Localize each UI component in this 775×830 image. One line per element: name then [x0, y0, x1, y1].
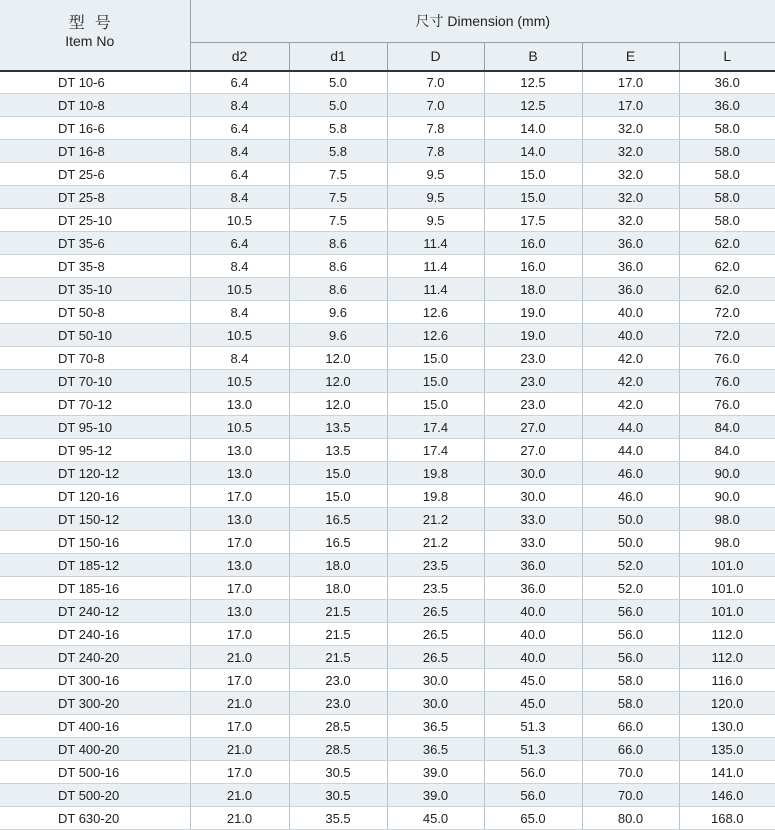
- B-cell: 36.0: [484, 554, 582, 577]
- d1-cell: 30.5: [289, 784, 387, 807]
- d1-cell: 9.6: [289, 301, 387, 324]
- table-row: [0, 646, 775, 669]
- table-row: [0, 784, 775, 807]
- L-cell: 101.0: [679, 554, 775, 577]
- d2-cell: 13.0: [190, 462, 289, 485]
- table-row: [0, 117, 775, 140]
- column-header-L: L: [679, 43, 775, 71]
- dimension-header-en: Dimension (mm): [443, 13, 551, 29]
- B-cell: 56.0: [484, 784, 582, 807]
- table-row: [0, 715, 775, 738]
- d2-cell: 17.0: [190, 623, 289, 646]
- B-cell: 40.0: [484, 646, 582, 669]
- E-cell: 32.0: [582, 117, 679, 140]
- E-cell: 17.0: [582, 94, 679, 117]
- D-cell: 7.0: [387, 71, 484, 94]
- table-header: [0, 0, 775, 71]
- item-no-header-en: Item No: [65, 33, 115, 49]
- item-no-cell: DT 400-20: [0, 738, 190, 761]
- L-cell: 58.0: [679, 186, 775, 209]
- d1-cell: 21.5: [289, 646, 387, 669]
- B-cell: 40.0: [484, 623, 582, 646]
- table-row: [0, 439, 775, 462]
- item-no-cell: DT 70-10: [0, 370, 190, 393]
- d1-cell: 18.0: [289, 577, 387, 600]
- D-cell: 17.4: [387, 439, 484, 462]
- d1-cell: 21.5: [289, 600, 387, 623]
- D-cell: 19.8: [387, 462, 484, 485]
- L-cell: 76.0: [679, 370, 775, 393]
- B-cell: 17.5: [484, 209, 582, 232]
- d2-cell: 17.0: [190, 715, 289, 738]
- column-header-E: E: [582, 43, 679, 71]
- table-row: [0, 209, 775, 232]
- L-cell: 72.0: [679, 301, 775, 324]
- L-cell: 58.0: [679, 163, 775, 186]
- D-cell: 26.5: [387, 623, 484, 646]
- d2-cell: 13.0: [190, 554, 289, 577]
- d2-cell: 21.0: [190, 692, 289, 715]
- D-cell: 26.5: [387, 600, 484, 623]
- d1-cell: 5.8: [289, 117, 387, 140]
- table-row: [0, 370, 775, 393]
- d2-cell: 21.0: [190, 784, 289, 807]
- D-cell: 11.4: [387, 255, 484, 278]
- table-row: [0, 393, 775, 416]
- table-row: [0, 462, 775, 485]
- E-cell: 58.0: [582, 692, 679, 715]
- d2-cell: 8.4: [190, 140, 289, 163]
- L-cell: 76.0: [679, 393, 775, 416]
- L-cell: 72.0: [679, 324, 775, 347]
- d1-cell: 16.5: [289, 531, 387, 554]
- d2-cell: 6.4: [190, 117, 289, 140]
- D-cell: 30.0: [387, 669, 484, 692]
- E-cell: 66.0: [582, 715, 679, 738]
- B-cell: 12.5: [484, 94, 582, 117]
- item-no-cell: DT 50-8: [0, 301, 190, 324]
- E-cell: 42.0: [582, 347, 679, 370]
- E-cell: 50.0: [582, 508, 679, 531]
- table-row: [0, 324, 775, 347]
- E-cell: 70.0: [582, 784, 679, 807]
- D-cell: 15.0: [387, 393, 484, 416]
- item-no-cell: DT 10-6: [0, 71, 190, 94]
- table-row: [0, 623, 775, 646]
- table-row: [0, 140, 775, 163]
- item-no-cell: DT 50-10: [0, 324, 190, 347]
- D-cell: 23.5: [387, 554, 484, 577]
- item-no-cell: DT 10-8: [0, 94, 190, 117]
- d2-cell: 13.0: [190, 393, 289, 416]
- item-no-cell: DT 120-16: [0, 485, 190, 508]
- D-cell: 36.5: [387, 715, 484, 738]
- L-cell: 58.0: [679, 140, 775, 163]
- d1-cell: 8.6: [289, 232, 387, 255]
- L-cell: 98.0: [679, 531, 775, 554]
- E-cell: 32.0: [582, 163, 679, 186]
- table-row: [0, 278, 775, 301]
- d2-cell: 10.5: [190, 324, 289, 347]
- B-cell: 15.0: [484, 186, 582, 209]
- item-no-cell: DT 150-12: [0, 508, 190, 531]
- d1-cell: 8.6: [289, 255, 387, 278]
- D-cell: 12.6: [387, 324, 484, 347]
- table-row: [0, 94, 775, 117]
- L-cell: 90.0: [679, 485, 775, 508]
- item-no-cell: DT 25-10: [0, 209, 190, 232]
- d2-cell: 21.0: [190, 738, 289, 761]
- d1-cell: 30.5: [289, 761, 387, 784]
- E-cell: 46.0: [582, 462, 679, 485]
- B-cell: 30.0: [484, 485, 582, 508]
- d1-cell: 13.5: [289, 439, 387, 462]
- D-cell: 39.0: [387, 761, 484, 784]
- item-no-cell: DT 500-20: [0, 784, 190, 807]
- L-cell: 58.0: [679, 209, 775, 232]
- d2-cell: 17.0: [190, 531, 289, 554]
- L-cell: 36.0: [679, 94, 775, 117]
- item-no-cell: DT 300-16: [0, 669, 190, 692]
- L-cell: 141.0: [679, 761, 775, 784]
- B-cell: 51.3: [484, 738, 582, 761]
- B-cell: 33.0: [484, 508, 582, 531]
- B-cell: 27.0: [484, 416, 582, 439]
- dimension-header: [190, 0, 775, 43]
- E-cell: 40.0: [582, 301, 679, 324]
- E-cell: 36.0: [582, 278, 679, 301]
- B-cell: 45.0: [484, 692, 582, 715]
- d2-cell: 10.5: [190, 278, 289, 301]
- D-cell: 12.6: [387, 301, 484, 324]
- d2-cell: 8.4: [190, 94, 289, 117]
- L-cell: 146.0: [679, 784, 775, 807]
- E-cell: 17.0: [582, 71, 679, 94]
- L-cell: 101.0: [679, 600, 775, 623]
- B-cell: 15.0: [484, 163, 582, 186]
- B-cell: 18.0: [484, 278, 582, 301]
- D-cell: 11.4: [387, 278, 484, 301]
- d1-cell: 15.0: [289, 462, 387, 485]
- E-cell: 70.0: [582, 761, 679, 784]
- d1-cell: 28.5: [289, 738, 387, 761]
- L-cell: 84.0: [679, 439, 775, 462]
- L-cell: 112.0: [679, 623, 775, 646]
- d2-cell: 13.0: [190, 508, 289, 531]
- D-cell: 36.5: [387, 738, 484, 761]
- E-cell: 50.0: [582, 531, 679, 554]
- table-row: [0, 738, 775, 761]
- item-no-cell: DT 240-12: [0, 600, 190, 623]
- table-row: [0, 255, 775, 278]
- E-cell: 32.0: [582, 209, 679, 232]
- D-cell: 21.2: [387, 508, 484, 531]
- item-no-cell: DT 16-6: [0, 117, 190, 140]
- B-cell: 51.3: [484, 715, 582, 738]
- item-no-cell: DT 35-6: [0, 232, 190, 255]
- item-no-cell: DT 70-12: [0, 393, 190, 416]
- L-cell: 135.0: [679, 738, 775, 761]
- D-cell: 39.0: [387, 784, 484, 807]
- E-cell: 56.0: [582, 646, 679, 669]
- B-cell: 14.0: [484, 117, 582, 140]
- table-row: [0, 807, 775, 830]
- item-no-cell: DT 500-16: [0, 761, 190, 784]
- d1-cell: 5.0: [289, 94, 387, 117]
- D-cell: 26.5: [387, 646, 484, 669]
- table-row: [0, 416, 775, 439]
- B-cell: 23.0: [484, 393, 582, 416]
- D-cell: 19.8: [387, 485, 484, 508]
- B-cell: 23.0: [484, 347, 582, 370]
- item-no-cell: DT 300-20: [0, 692, 190, 715]
- d2-cell: 21.0: [190, 807, 289, 830]
- d1-cell: 12.0: [289, 347, 387, 370]
- L-cell: 76.0: [679, 347, 775, 370]
- B-cell: 33.0: [484, 531, 582, 554]
- item-no-cell: DT 630-20: [0, 807, 190, 830]
- B-cell: 36.0: [484, 577, 582, 600]
- E-cell: 52.0: [582, 577, 679, 600]
- item-no-cell: DT 25-6: [0, 163, 190, 186]
- E-cell: 32.0: [582, 186, 679, 209]
- E-cell: 56.0: [582, 623, 679, 646]
- E-cell: 52.0: [582, 554, 679, 577]
- table-row: [0, 761, 775, 784]
- D-cell: 7.8: [387, 140, 484, 163]
- d1-cell: 23.0: [289, 692, 387, 715]
- D-cell: 30.0: [387, 692, 484, 715]
- table-row: [0, 508, 775, 531]
- d2-cell: 8.4: [190, 347, 289, 370]
- d1-cell: 9.6: [289, 324, 387, 347]
- d1-cell: 7.5: [289, 163, 387, 186]
- E-cell: 44.0: [582, 416, 679, 439]
- L-cell: 58.0: [679, 117, 775, 140]
- D-cell: 7.0: [387, 94, 484, 117]
- L-cell: 120.0: [679, 692, 775, 715]
- column-header-d2: d2: [190, 43, 289, 71]
- d1-cell: 7.5: [289, 186, 387, 209]
- d1-cell: 12.0: [289, 370, 387, 393]
- d1-cell: 13.5: [289, 416, 387, 439]
- d1-cell: 5.0: [289, 71, 387, 94]
- E-cell: 80.0: [582, 807, 679, 830]
- table-row: [0, 71, 775, 94]
- E-cell: 58.0: [582, 669, 679, 692]
- E-cell: 36.0: [582, 232, 679, 255]
- d2-cell: 6.4: [190, 232, 289, 255]
- d2-cell: 17.0: [190, 577, 289, 600]
- E-cell: 56.0: [582, 600, 679, 623]
- table-row: [0, 692, 775, 715]
- d1-cell: 15.0: [289, 485, 387, 508]
- D-cell: 45.0: [387, 807, 484, 830]
- B-cell: 45.0: [484, 669, 582, 692]
- item-no-cell: DT 95-12: [0, 439, 190, 462]
- d2-cell: 13.0: [190, 439, 289, 462]
- table-row: [0, 347, 775, 370]
- B-cell: 56.0: [484, 761, 582, 784]
- d2-cell: 17.0: [190, 669, 289, 692]
- D-cell: 9.5: [387, 163, 484, 186]
- item-no-cell: DT 70-8: [0, 347, 190, 370]
- D-cell: 11.4: [387, 232, 484, 255]
- item-no-cell: DT 120-12: [0, 462, 190, 485]
- table-body: [0, 71, 775, 830]
- D-cell: 15.0: [387, 347, 484, 370]
- L-cell: 112.0: [679, 646, 775, 669]
- D-cell: 23.5: [387, 577, 484, 600]
- item-no-header-cn: 型号: [68, 13, 121, 32]
- B-cell: 19.0: [484, 324, 582, 347]
- item-no-cell: DT 400-16: [0, 715, 190, 738]
- B-cell: 40.0: [484, 600, 582, 623]
- E-cell: 32.0: [582, 140, 679, 163]
- table-row: [0, 301, 775, 324]
- B-cell: 19.0: [484, 301, 582, 324]
- item-no-cell: DT 35-10: [0, 278, 190, 301]
- E-cell: 36.0: [582, 255, 679, 278]
- L-cell: 98.0: [679, 508, 775, 531]
- column-header-D: D: [387, 43, 484, 71]
- d2-cell: 8.4: [190, 255, 289, 278]
- B-cell: 16.0: [484, 255, 582, 278]
- B-cell: 16.0: [484, 232, 582, 255]
- E-cell: 46.0: [582, 485, 679, 508]
- d2-cell: 6.4: [190, 163, 289, 186]
- L-cell: 36.0: [679, 71, 775, 94]
- table-row: [0, 600, 775, 623]
- column-header-d1: d1: [289, 43, 387, 71]
- B-cell: 27.0: [484, 439, 582, 462]
- d2-cell: 6.4: [190, 71, 289, 94]
- E-cell: 40.0: [582, 324, 679, 347]
- table-row: [0, 186, 775, 209]
- E-cell: 42.0: [582, 393, 679, 416]
- item-no-cell: DT 240-20: [0, 646, 190, 669]
- d1-cell: 21.5: [289, 623, 387, 646]
- item-no-cell: DT 95-10: [0, 416, 190, 439]
- d2-cell: 17.0: [190, 485, 289, 508]
- D-cell: 15.0: [387, 370, 484, 393]
- table-row: [0, 485, 775, 508]
- L-cell: 130.0: [679, 715, 775, 738]
- column-header-B: B: [484, 43, 582, 71]
- table-row: [0, 554, 775, 577]
- d1-cell: 16.5: [289, 508, 387, 531]
- L-cell: 62.0: [679, 255, 775, 278]
- d2-cell: 10.5: [190, 209, 289, 232]
- B-cell: 23.0: [484, 370, 582, 393]
- B-cell: 65.0: [484, 807, 582, 830]
- L-cell: 116.0: [679, 669, 775, 692]
- table-row: [0, 163, 775, 186]
- table-row: [0, 531, 775, 554]
- D-cell: 17.4: [387, 416, 484, 439]
- item-no-cell: DT 185-16: [0, 577, 190, 600]
- D-cell: 7.8: [387, 117, 484, 140]
- B-cell: 12.5: [484, 71, 582, 94]
- d2-cell: 21.0: [190, 646, 289, 669]
- d1-cell: 8.6: [289, 278, 387, 301]
- table-row: [0, 669, 775, 692]
- L-cell: 90.0: [679, 462, 775, 485]
- item-no-cell: DT 150-16: [0, 531, 190, 554]
- item-no-cell: DT 25-8: [0, 186, 190, 209]
- d1-cell: 35.5: [289, 807, 387, 830]
- item-no-cell: DT 240-16: [0, 623, 190, 646]
- D-cell: 21.2: [387, 531, 484, 554]
- B-cell: 14.0: [484, 140, 582, 163]
- d2-cell: 8.4: [190, 301, 289, 324]
- L-cell: 62.0: [679, 278, 775, 301]
- table-row: [0, 232, 775, 255]
- d1-cell: 18.0: [289, 554, 387, 577]
- L-cell: 168.0: [679, 807, 775, 830]
- L-cell: 62.0: [679, 232, 775, 255]
- B-cell: 30.0: [484, 462, 582, 485]
- d1-cell: 28.5: [289, 715, 387, 738]
- item-no-header: [0, 0, 190, 71]
- d1-cell: 12.0: [289, 393, 387, 416]
- E-cell: 66.0: [582, 738, 679, 761]
- item-no-cell: DT 185-12: [0, 554, 190, 577]
- d1-cell: 5.8: [289, 140, 387, 163]
- D-cell: 9.5: [387, 186, 484, 209]
- d2-cell: 17.0: [190, 761, 289, 784]
- d2-cell: 10.5: [190, 416, 289, 439]
- item-no-cell: DT 16-8: [0, 140, 190, 163]
- d2-cell: 13.0: [190, 600, 289, 623]
- D-cell: 9.5: [387, 209, 484, 232]
- E-cell: 44.0: [582, 439, 679, 462]
- dimension-header-cn: 尺寸: [415, 14, 444, 30]
- d1-cell: 23.0: [289, 669, 387, 692]
- d1-cell: 7.5: [289, 209, 387, 232]
- E-cell: 42.0: [582, 370, 679, 393]
- item-no-cell: DT 35-8: [0, 255, 190, 278]
- table-row: [0, 577, 775, 600]
- L-cell: 84.0: [679, 416, 775, 439]
- d2-cell: 8.4: [190, 186, 289, 209]
- L-cell: 101.0: [679, 577, 775, 600]
- d2-cell: 10.5: [190, 370, 289, 393]
